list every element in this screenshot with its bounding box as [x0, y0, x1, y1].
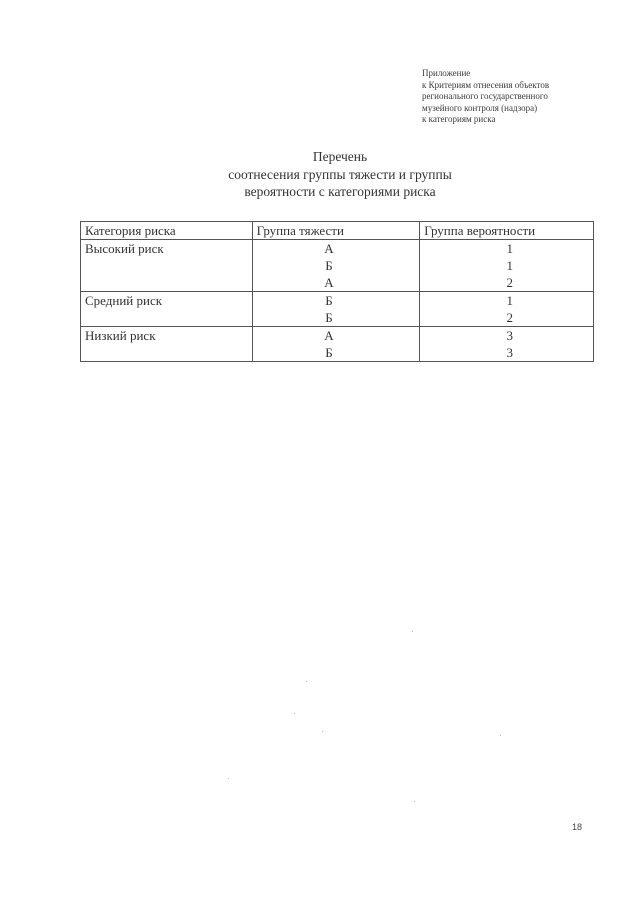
appendix-line: к категориям риска — [422, 114, 496, 125]
header-severity-group: Группа тяжести — [252, 222, 420, 240]
title-line: вероятности с категориями риска — [244, 184, 436, 199]
scan-speck — [414, 801, 415, 802]
document-title — [0, 148, 640, 201]
appendix-note — [422, 68, 622, 126]
risk-table — [80, 221, 594, 362]
appendix-line: к Критериям отнесения объектов — [422, 79, 550, 90]
scan-speck — [500, 735, 501, 736]
risk-category-cell: Низкий риск — [81, 327, 253, 362]
header-risk-category: Категория риска — [81, 222, 253, 240]
appendix-line: Приложение — [422, 68, 471, 78]
header-probability-group: Группа вероятности — [420, 222, 594, 240]
appendix-line: музейного контроля (надзора) — [422, 102, 538, 113]
risk-category-cell: Высокий риск — [81, 240, 253, 292]
scan-speck — [228, 778, 229, 779]
severity-group-cell: Б — [252, 344, 420, 362]
scan-speck — [412, 631, 413, 632]
risk-category-cell: Средний риск — [81, 292, 253, 327]
title-line: соотнесения группы тяжести и группы — [228, 166, 452, 182]
severity-group-cell: Б — [252, 257, 420, 274]
table-row — [81, 240, 594, 258]
appendix-line: регионального государственного — [422, 91, 548, 102]
scan-speck — [322, 731, 323, 732]
probability-group-cell: 1 — [420, 240, 594, 258]
probability-group-cell: 3 — [420, 327, 594, 345]
probability-group-cell: 1 — [420, 257, 594, 274]
severity-group-cell: А — [252, 240, 420, 258]
severity-group-cell: Б — [252, 292, 420, 310]
severity-group-cell: А — [252, 274, 420, 292]
severity-group-cell: А — [252, 327, 420, 345]
probability-group-cell: 2 — [420, 309, 594, 327]
title-line: Перечень — [312, 149, 368, 164]
table-row — [81, 292, 594, 310]
scan-speck — [306, 681, 307, 682]
severity-group-cell: Б — [252, 309, 420, 327]
probability-group-cell: 2 — [420, 274, 594, 292]
probability-group-cell: 3 — [420, 344, 594, 362]
table-row — [81, 327, 594, 345]
page-number: 18 — [572, 822, 583, 832]
scan-speck — [294, 713, 295, 714]
table-header-row — [81, 222, 594, 240]
probability-group-cell: 1 — [420, 292, 594, 310]
